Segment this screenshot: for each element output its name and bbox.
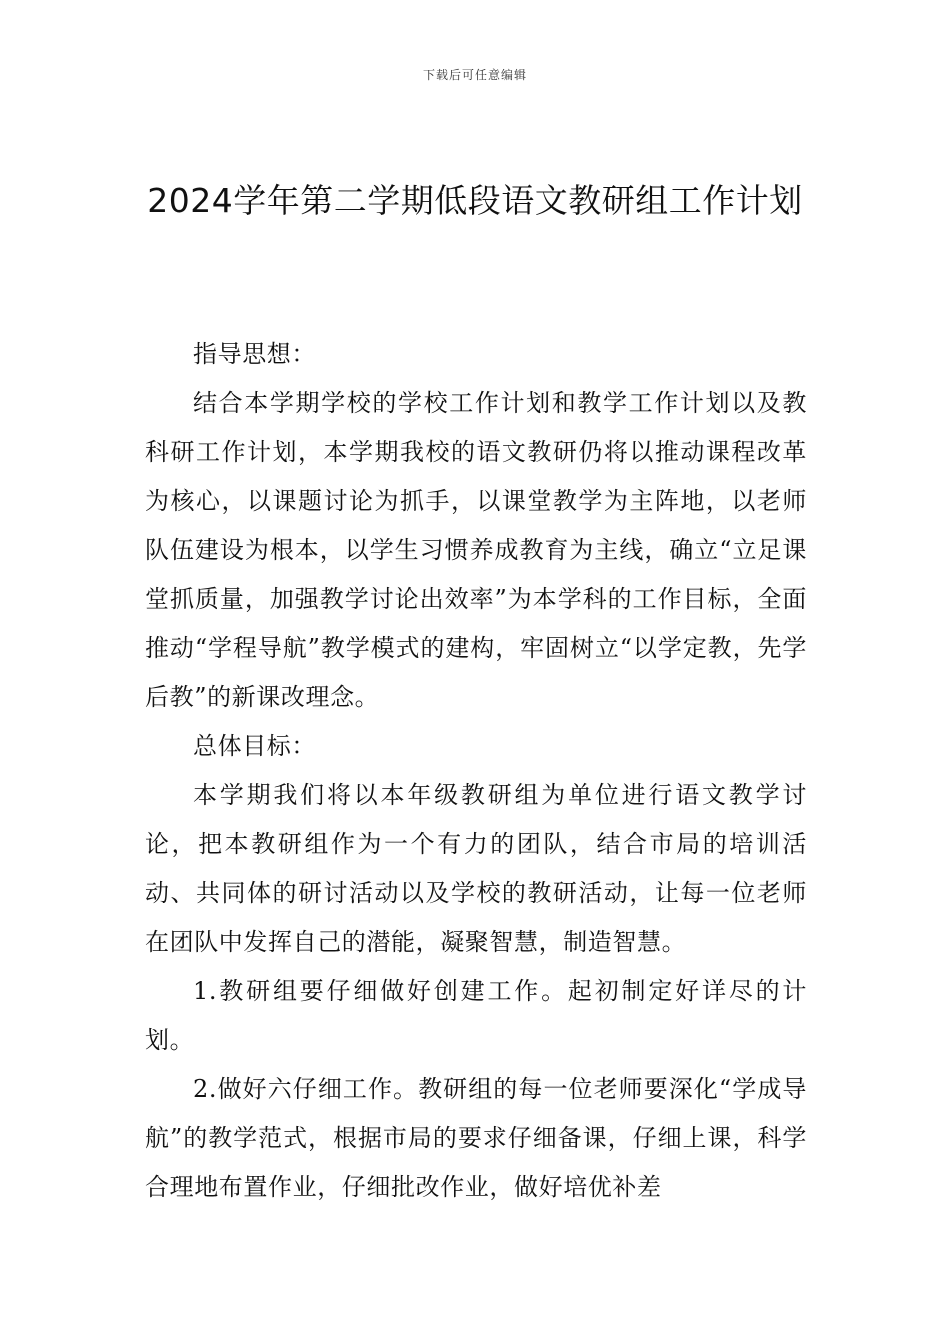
section-heading-overall-goal: 总体目标：: [193, 732, 316, 760]
list-item-1: 1.教研组要仔细做好创建工作。起初制定好详尽的计划。: [145, 977, 807, 1054]
section-heading-guiding-ideology: 指导思想：: [193, 340, 316, 368]
document-title: 2024学年第二学期低段语文教研组工作计划: [147, 181, 803, 220]
document-body: [145, 330, 807, 1212]
header-note: 下载后可任意编辑: [422, 68, 527, 82]
paragraph-overall-goal: 本学期我们将以本年级教研组为单位进行语文教学讨论，把本教研组作为一个有力的团队，结合市局的培训活动、共同体的研讨活动以及学校的教研活动，让每一位老师在团队中发挥自己的潜能，凝聚智慧，制造智慧。: [145, 781, 807, 956]
list-item-2: 2.做好六仔细工作。教研组的每一位老师要深化“学成导航”的教学范式，根据市局的要求仔细备课，仔细上课，科学合理地布置作业，仔细批改作业，做好培优补差: [145, 1075, 807, 1201]
paragraph-guiding-ideology: 结合本学期学校的学校工作计划和教学工作计划以及教科研工作计划，本学期我校的语文教研仍将以推动课程改革为核心，以课题讨论为抓手，以课堂教学为主阵地，以老师队伍建设为根本，以学生习惯养成教育为主线，确立“立足课堂抓质量，加强教学讨论出效率”为本学科的工作目标，全面推动“学程导航”教学模式的建构，牢固树立“以学定教，先学后教”的新课改理念。: [145, 389, 807, 711]
